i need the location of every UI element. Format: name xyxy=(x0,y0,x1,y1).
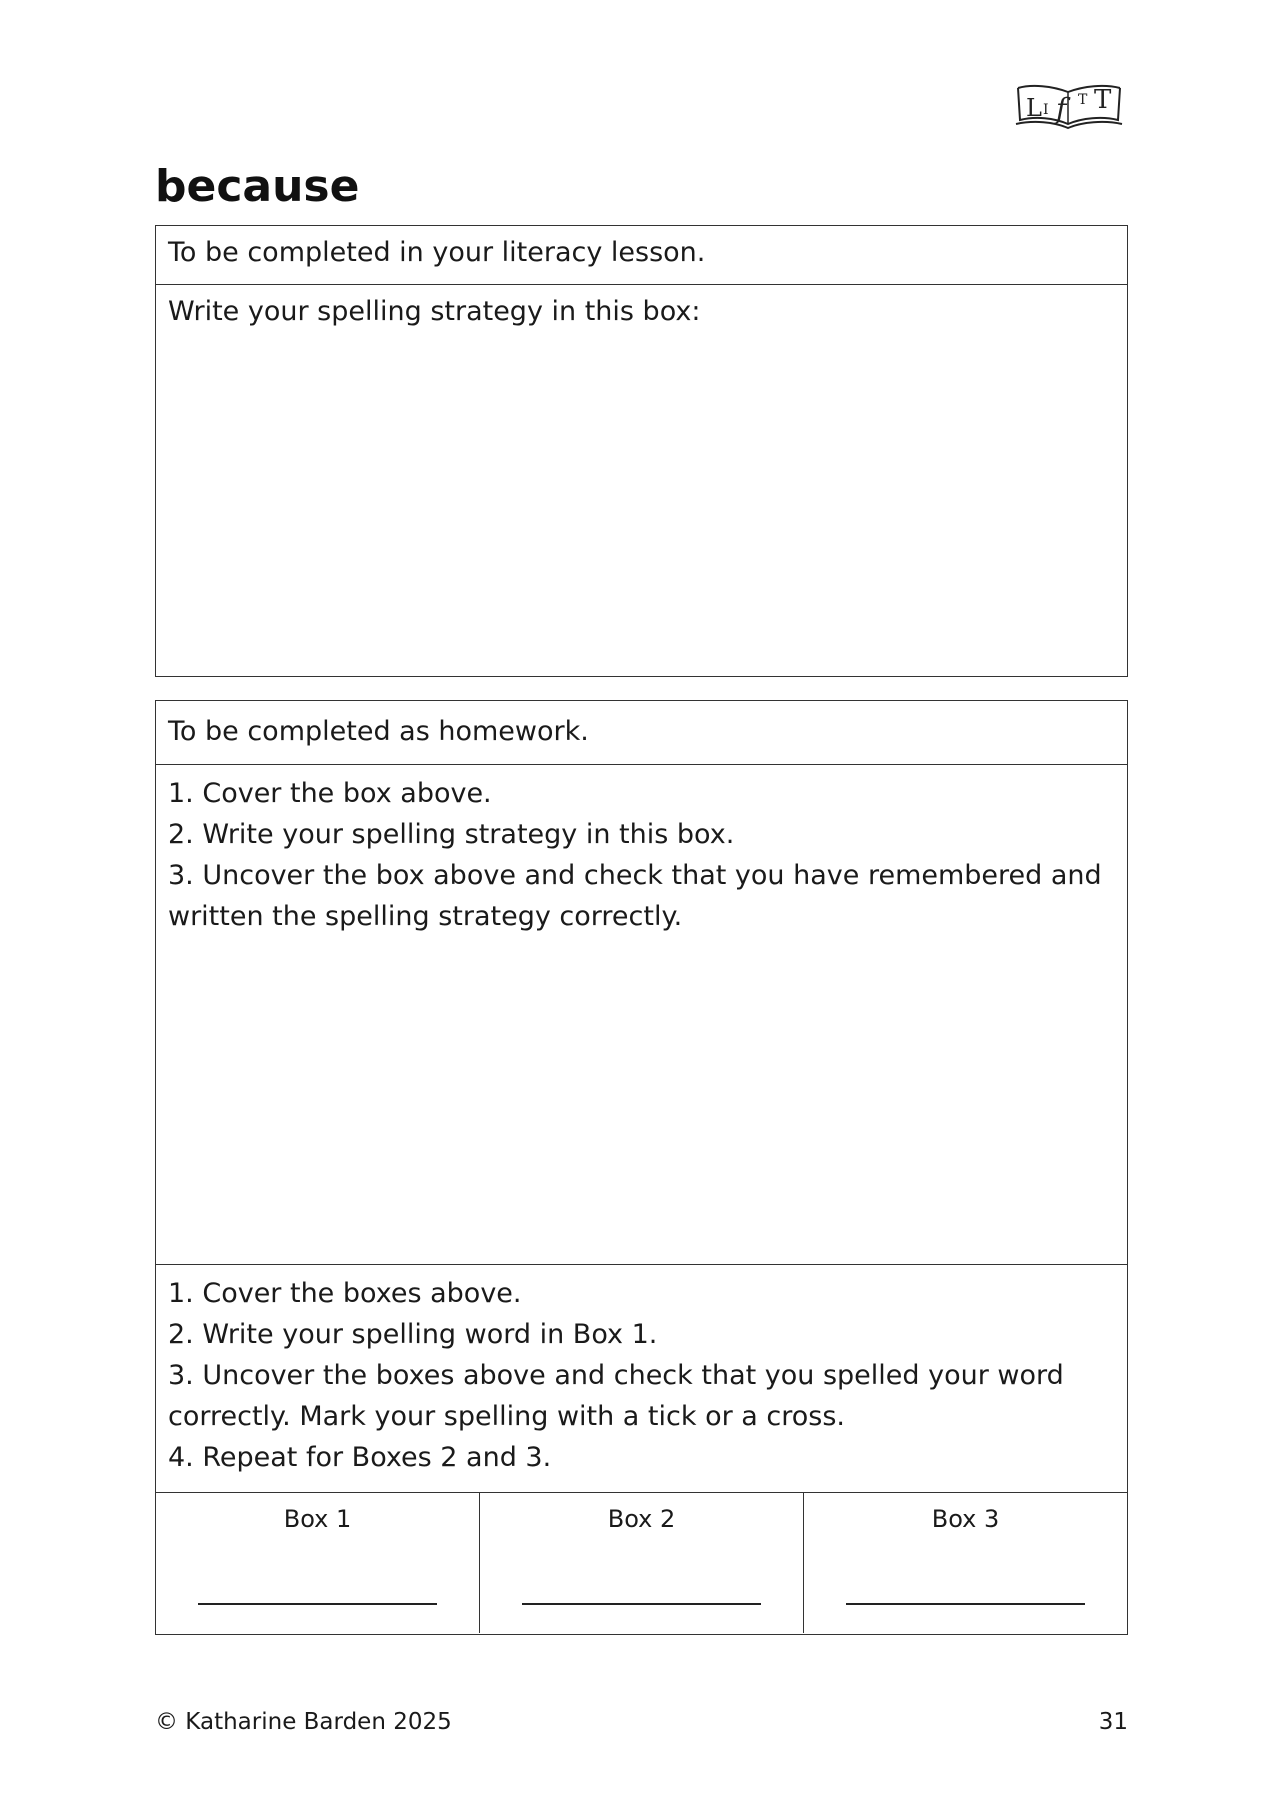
answer-box-2[interactable] xyxy=(480,1493,804,1633)
strategy-prompt: Write your spelling strategy in this box: xyxy=(168,296,701,327)
homework-box xyxy=(155,700,1128,1635)
answer-boxes-row xyxy=(156,1493,1127,1633)
svg-text:L: L xyxy=(1026,94,1042,122)
list-item: 2. Write your spelling word in Box 1. xyxy=(168,1319,658,1350)
svg-text:T: T xyxy=(1078,92,1088,108)
answer-line[interactable] xyxy=(522,1603,761,1605)
lesson-box xyxy=(155,225,1128,677)
svg-text:T: T xyxy=(1094,85,1112,115)
page-number: 31 xyxy=(1098,1709,1128,1735)
copyright-text: © Katharine Barden 2025 xyxy=(155,1709,452,1735)
list-item: 1. Cover the boxes above. xyxy=(168,1278,522,1309)
lesson-box-header xyxy=(156,226,1127,285)
answer-line[interactable] xyxy=(198,1603,437,1605)
answer-box-label: Box 1 xyxy=(283,1505,352,1533)
homework-header-text: To be completed as homework. xyxy=(168,716,589,747)
answer-box-label: Box 3 xyxy=(931,1505,1000,1533)
answer-box-label: Box 2 xyxy=(607,1505,676,1533)
answer-box-3[interactable] xyxy=(804,1493,1127,1633)
homework-box-header xyxy=(156,701,1127,765)
strategy-recall-area[interactable] xyxy=(156,765,1127,1265)
open-book-logo-icon xyxy=(1012,78,1128,142)
word-instructions xyxy=(156,1265,1127,1493)
list-item: 3. Uncover the box above and check that you have remembered and written the spelling strategy correctly. xyxy=(168,860,1102,932)
list-item: 4. Repeat for Boxes 2 and 3. xyxy=(168,1442,552,1473)
lift-logo xyxy=(1012,78,1128,142)
svg-text:I: I xyxy=(1043,102,1049,118)
answer-line[interactable] xyxy=(846,1603,1085,1605)
lesson-header-text: To be completed in your literacy lesson. xyxy=(168,237,706,268)
strategy-steps-list xyxy=(156,765,1127,937)
svg-text:f: f xyxy=(1056,92,1067,125)
list-item: 2. Write your spelling strategy in this box. xyxy=(168,819,735,850)
list-item: 1. Cover the box above. xyxy=(168,778,492,809)
page-title: because xyxy=(155,161,360,212)
list-item: 3. Uncover the boxes above and check that you spelled your word correctly. Mark your spelling with a tick or a cross. xyxy=(168,1360,1064,1432)
word-steps-list xyxy=(156,1265,1127,1478)
strategy-writing-area[interactable] xyxy=(156,285,1127,675)
answer-box-1[interactable] xyxy=(156,1493,480,1633)
